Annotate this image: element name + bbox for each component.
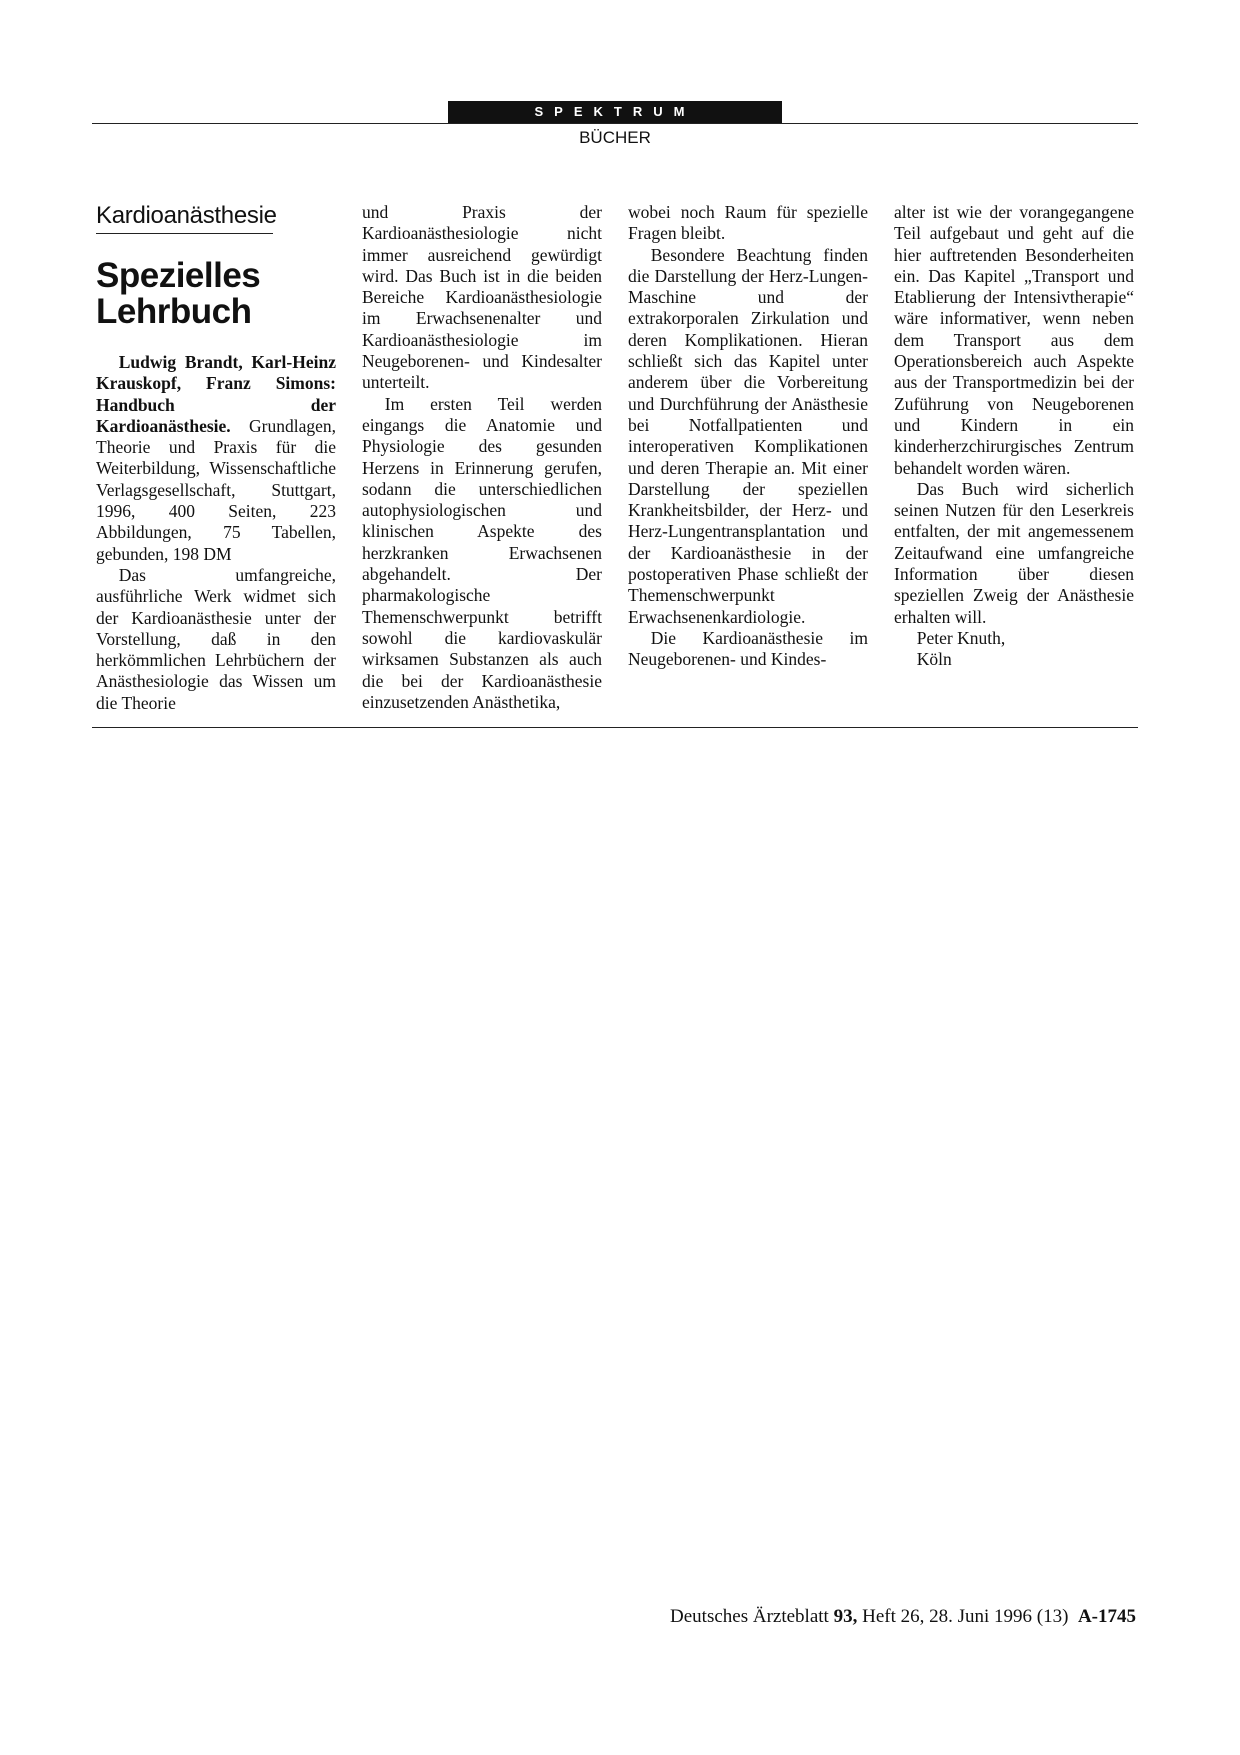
paragraph-5: Das Buch wird sicherlich seinen Nutzen für den Leserkreis entfalten, der mit angemessenem Zeitaufwand eine umfangreiche Information über diesen speziellen Zweig der Anästhesie erhalten will.: [894, 478, 1134, 627]
section-label: BÜCHER: [579, 128, 651, 147]
column-4: [894, 202, 1134, 671]
book-citation: [96, 352, 336, 565]
footer-issue: Heft 26, 28. Juni 1996 (13): [857, 1606, 1069, 1627]
top-rule: [92, 123, 1138, 124]
paragraph-3: Besondere Beachtung finden die Darstellung der Herz-Lungen-Maschine und der extrakorporalen Zirkulation und deren Komplikationen. Hieran schließt sich das Kapitel unter anderem über die Vorbereitung und Durchführung der Anästhesie bei Notfallpatienten und interoperativen Komplikationen und deren Therapie an. Mit einer Darstellung der speziellen Krankheitsbilder, der Herz- und Herz-Lungentransplantation und der Kardioanästhesie in der postoperativen Phase schließt der Themenschwerpunkt Erwachsenenkardiologie.: [628, 244, 868, 627]
paragraph-4-end: alter ist wie der vorangegangene Teil aufgebaut und geht auf die hier auftretenden Besonderheiten ein. Das Kapitel „Transport und Etablierung der Intensivtherapie“ wäre informativer, wenn neben dem Transport aus dem Operationsbereich auch Aspekte aus der Transportmedizin bei der Zuführung von Neugeborenen und Kindern in ein kinderherzchirurgisches Zentrum behandelt worden wären.: [894, 202, 1134, 478]
paragraph-4-start: Die Kardioanästhesie im Neugeborenen- und Kindes-: [628, 627, 868, 670]
author-name: Peter Knuth,: [916, 627, 1006, 648]
article-headline: Spezielles Lehrbuch: [96, 256, 261, 331]
footer-volume: 93,: [833, 1606, 858, 1627]
author-city: Köln: [916, 649, 952, 670]
paragraph-2-end: wobei noch Raum für spezielle Fragen bleibt.: [628, 202, 868, 244]
bottom-rule: [92, 727, 1138, 728]
paragraph-1-start: Das umfangreiche, ausführliche Werk widmet sich der Kardioanästhesie unter der Vorstellung, daß in den herkömmlichen Lehrbüchern der Anästhesiologie das Wissen um die Theorie: [96, 564, 336, 713]
citation-bold: Ludwig Brandt, Karl-Heinz Krauskopf, Franz Simons: Handbuch der Kardioanästhesie.: [96, 352, 336, 436]
footer-journal: Deutsches Ärzteblatt: [670, 1606, 834, 1627]
section-band: SPEKTRUM: [448, 101, 782, 123]
article-kicker: Kardioanästhesie: [96, 202, 273, 234]
citation-rest: Grundlagen, Theorie und Praxis für die Weiterbildung, Wissenschaftliche Verlagsgesellschaft, Stuttgart, 1996, 400 Seiten, 223 Abbildungen, 75 Tabellen, gebunden, 198 DM: [96, 415, 336, 564]
footer-page-number: A-1745: [1077, 1606, 1136, 1627]
paragraph-1-end: und Praxis der Kardioanästhesiologie nicht immer ausreichend gewürdigt wird. Das Buch ist in die beiden Bereiche Kardioanästhesiologie im Erwachsenenalter und Kardioanästhesiologie im Neugeborenen- und Kindesalter unterteilt.: [362, 202, 602, 393]
paragraph-2-start: Im ersten Teil werden eingangs die Anatomie und Physiologie des gesunden Herzens in Erinnerung gerufen, sodann die unterschiedlichen autophysiologischen und klinischen Aspekte des herzkranken Erwachsenen abgehandelt. Der pharmakologische Themenschwerpunkt betrifft sowohl die kardiovaskulär wirksamen Substanzen als auch die bei der Kardioanästhesie einzusetzenden Anästhetika,: [362, 393, 602, 712]
column-1: [96, 352, 336, 714]
column-2: [362, 202, 602, 713]
column-3: [628, 202, 868, 671]
page-footer: [670, 1606, 1136, 1628]
